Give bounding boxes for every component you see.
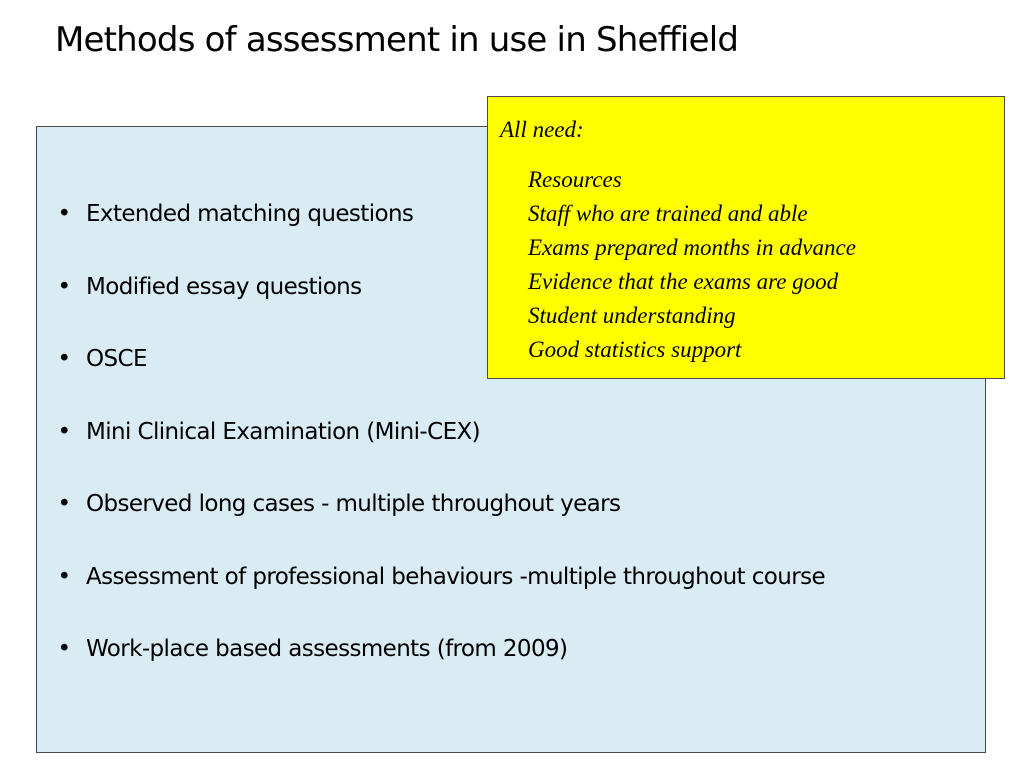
bullet-icon: • (57, 491, 71, 517)
bullet-icon: • (57, 418, 71, 445)
bullet-icon: • (57, 563, 71, 590)
bullet-icon: • (57, 201, 71, 227)
method-text: Modified essay questions (86, 273, 362, 300)
method-text: Observed long cases - multiple throughout years (86, 491, 621, 517)
bullet-icon: • (57, 273, 71, 300)
bullet-icon: • (57, 346, 71, 372)
requirement-item: Evidence that the exams are good (528, 269, 839, 294)
list-item (57, 562, 825, 635)
list-item (57, 417, 825, 490)
method-text: Work-place based assessments (from 2009) (86, 636, 568, 662)
slide-title: Methods of assessment in use in Sheffield (55, 20, 739, 60)
method-text: Assessment of professional behaviours -multiple throughout course (86, 563, 826, 590)
list-item (57, 634, 825, 707)
requirement-item: Good statistics support (528, 337, 742, 362)
callout-heading: All need: (500, 117, 584, 142)
requirement-item: Exams prepared months in advance (528, 235, 856, 260)
list-item (57, 489, 825, 562)
method-text: OSCE (86, 346, 147, 372)
method-text: Extended matching questions (86, 201, 414, 227)
bullet-icon: • (57, 636, 71, 662)
requirement-item: Resources (528, 167, 622, 192)
requirement-item: Student understanding (528, 303, 736, 328)
requirements-list (528, 163, 856, 367)
method-text: Mini Clinical Examination (Mini-CEX) (86, 418, 481, 445)
requirement-item: Staff who are trained and able (528, 201, 808, 226)
requirements-callout (487, 96, 1005, 379)
